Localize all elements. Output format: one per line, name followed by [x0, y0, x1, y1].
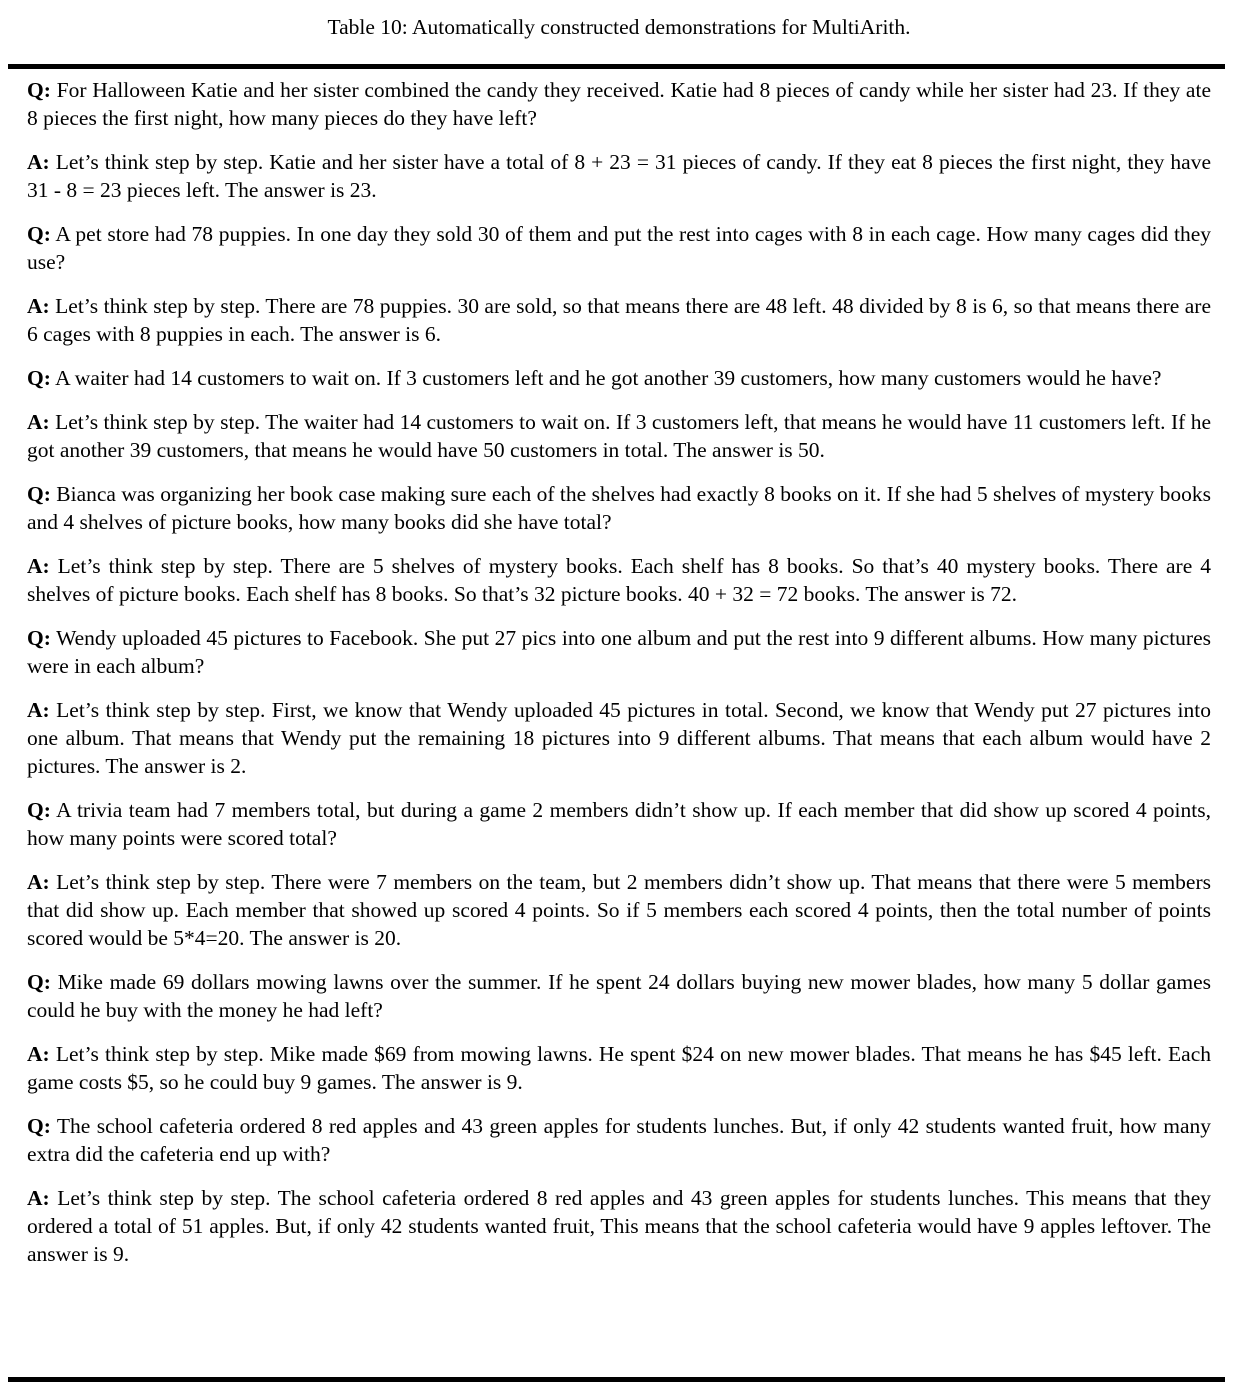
question-text: Bianca was organizing her book case making sure each of the shelves had exactly 8 books on it. If she had 5 shelves of mystery books and 4 shelves of picture books, how many books did she have total?	[27, 482, 1211, 534]
answer-label: A:	[27, 554, 50, 578]
question-text: Wendy uploaded 45 pictures to Facebook. She put 27 pics into one album and put the rest into 9 different albums. How many pictures were in each album?	[27, 626, 1211, 678]
question-label: Q:	[27, 482, 51, 506]
question-text: Mike made 69 dollars mowing lawns over the summer. If he spent 24 dollars buying new mower blades, how many 5 dollar games could he buy with the money he had left?	[27, 970, 1211, 1022]
qa-list	[0, 69, 1238, 1377]
question-label: Q:	[27, 626, 51, 650]
answer-paragraph	[27, 696, 1211, 780]
question-paragraph	[27, 220, 1211, 276]
answer-text: Let’s think step by step. Katie and her sister have a total of 8 + 23 = 31 pieces of candy. If they eat 8 pieces the first night, they have 31 - 8 = 23 pieces left. The answer is 23.	[27, 150, 1211, 202]
question-paragraph	[27, 1112, 1211, 1168]
answer-paragraph	[27, 552, 1211, 608]
question-label: Q:	[27, 366, 51, 390]
answer-label: A:	[27, 1042, 50, 1066]
answer-label: A:	[27, 410, 50, 434]
answer-paragraph	[27, 408, 1211, 464]
answer-text: Let’s think step by step. There are 78 puppies. 30 are sold, so that means there are 48 left. 48 divided by 8 is 6, so that means there are 6 cages with 8 puppies in each. The answer is 6.	[27, 294, 1211, 346]
table-bottom-rule	[8, 1377, 1225, 1382]
question-paragraph	[27, 796, 1211, 852]
answer-paragraph	[27, 292, 1211, 348]
answer-text: Let’s think step by step. The waiter had 14 customers to wait on. If 3 customers left, that means he would have 11 customers left. If he got another 39 customers, that means he would have 50 customers in total. The answer is 50.	[27, 410, 1211, 462]
question-label: Q:	[27, 798, 51, 822]
question-label: Q:	[27, 222, 51, 246]
answer-label: A:	[27, 150, 50, 174]
answer-text: Let’s think step by step. There are 5 shelves of mystery books. Each shelf has 8 books. So that’s 40 mystery books. There are 4 shelves of picture books. Each shelf has 8 books. So that’s 32 picture books. 40 + 32 = 72 books. The answer is 72.	[27, 554, 1211, 606]
answer-paragraph	[27, 1040, 1211, 1096]
question-paragraph	[27, 76, 1211, 132]
question-text: A waiter had 14 customers to wait on. If 3 customers left and he got another 39 customers, how many customers would he have?	[55, 366, 1162, 390]
question-label: Q:	[27, 1114, 51, 1138]
question-paragraph	[27, 624, 1211, 680]
question-label: Q:	[27, 970, 51, 994]
answer-text: Let’s think step by step. There were 7 members on the team, but 2 members didn’t show up. That means that there were 5 members that did show up. Each member that showed up scored 4 points. So if 5 members each scored 4 points, then the total number of points scored would be 5*4=20. The answer is 20.	[27, 870, 1211, 950]
answer-paragraph	[27, 148, 1211, 204]
answer-label: A:	[27, 698, 50, 722]
answer-label: A:	[27, 1186, 50, 1210]
answer-paragraph	[27, 868, 1211, 952]
question-text: The school cafeteria ordered 8 red apples and 43 green apples for students lunches. But, if only 42 students wanted fruit, how many extra did the cafeteria end up with?	[27, 1114, 1211, 1166]
question-paragraph	[27, 968, 1211, 1024]
table-caption: Table 10: Automatically constructed demonstrations for MultiArith.	[327, 15, 911, 39]
question-label: Q:	[27, 78, 51, 102]
question-paragraph	[27, 364, 1211, 392]
answer-text: Let’s think step by step. Mike made $69 from mowing lawns. He spent $24 on new mower blades. That means he has $45 left. Each game costs $5, so he could buy 9 games. The answer is 9.	[27, 1042, 1211, 1094]
question-paragraph	[27, 480, 1211, 536]
answer-text: Let’s think step by step. First, we know that Wendy uploaded 45 pictures in total. Second, we know that Wendy put 27 pictures into one album. That means that Wendy put the remaining 18 pictures into 9 different albums. That means that each album would have 2 pictures. The answer is 2.	[27, 698, 1211, 778]
answer-paragraph	[27, 1184, 1211, 1268]
question-text: For Halloween Katie and her sister combined the candy they received. Katie had 8 pieces of candy while her sister had 23. If they ate 8 pieces the first night, how many pieces do they have left?	[27, 78, 1211, 130]
answer-text: Let’s think step by step. The school cafeteria ordered 8 red apples and 43 green apples for students lunches. This means that they ordered a total of 51 apples. But, if only 42 students wanted fruit, This means that the school cafeteria would have 9 apples leftover. The answer is 9.	[27, 1186, 1212, 1266]
answer-label: A:	[27, 870, 50, 894]
question-text: A trivia team had 7 members total, but during a game 2 members didn’t show up. If each member that did show up scored 4 points, how many points were scored total?	[27, 798, 1211, 850]
question-text: A pet store had 78 puppies. In one day they sold 30 of them and put the rest into cages with 8 in each cage. How many cages did they use?	[27, 222, 1211, 274]
answer-label: A:	[27, 294, 50, 318]
